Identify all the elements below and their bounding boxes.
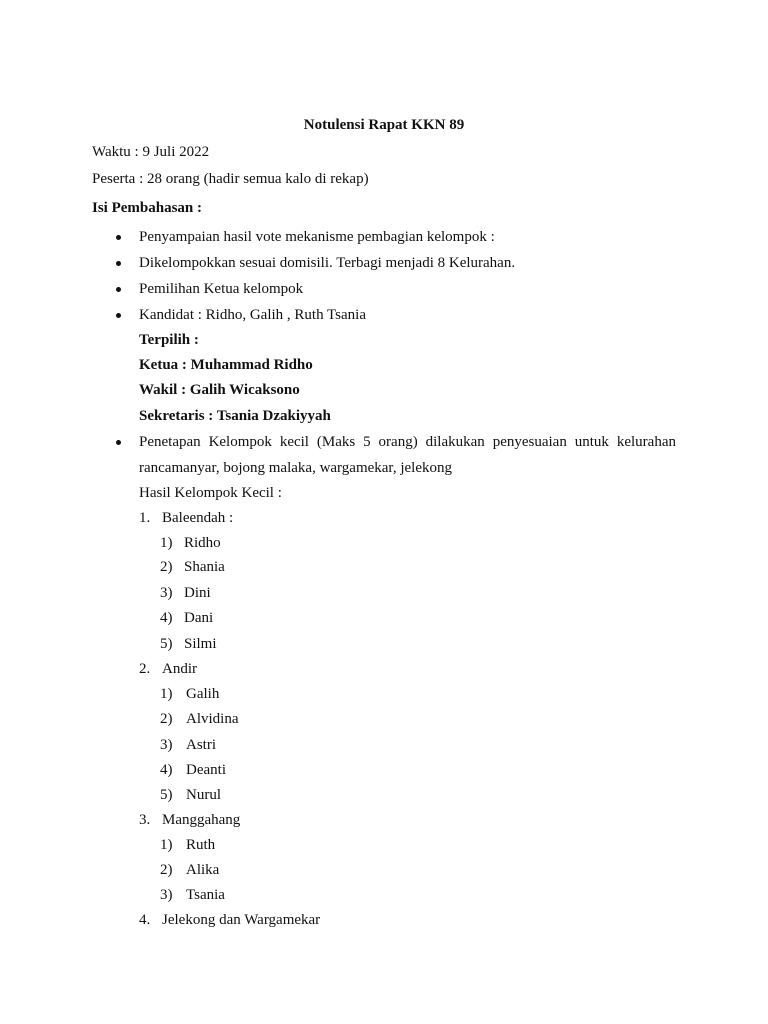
group-number: 1. (139, 510, 151, 526)
meeting-participants: Peserta : 28 orang (hadir semua kalo di rekap) (92, 171, 369, 187)
member-number: 5) (160, 636, 173, 652)
member-name: Dani (184, 610, 214, 626)
member-number: 2) (160, 862, 173, 878)
bullet-item: Penyampaian hasil vote mekanisme pembagian kelompok : (139, 229, 495, 245)
member-name: Ruth (186, 837, 216, 853)
member-number: 4) (160, 610, 173, 626)
bullet-icon (116, 440, 121, 445)
meeting-time: Waktu : 9 Juli 2022 (92, 144, 210, 160)
member-number: 1) (160, 837, 173, 853)
elected-secretary: Sekretaris : Tsania Dzakiyyah (139, 408, 331, 424)
elected-vice: Wakil : Galih Wicaksono (139, 382, 300, 398)
bullet-icon (116, 313, 121, 318)
group-number: 3. (139, 812, 151, 828)
small-group-heading: Hasil Kelompok Kecil : (139, 485, 282, 501)
member-name: Dini (184, 585, 211, 601)
group-name: Manggahang (162, 812, 241, 828)
document-title: Notulensi Rapat KKN 89 (303, 117, 465, 133)
member-number: 2) (160, 559, 173, 575)
member-number: 1) (160, 535, 173, 551)
group-number: 4. (139, 912, 151, 928)
member-name: Nurul (186, 787, 221, 803)
section-heading: Isi Pembahasan : (92, 200, 203, 216)
elected-chair: Ketua : Muhammad Ridho (139, 357, 313, 373)
member-name: Astri (186, 737, 216, 753)
group-assignment-line1: Penetapan Kelompok kecil (Maks 5 orang) dilakukan penyesuaian untuk kelurahan (139, 434, 676, 450)
member-name: Alvidina (186, 711, 239, 727)
bullet-item: Pemilihan Ketua kelompok (139, 281, 304, 297)
member-number: 3) (160, 887, 173, 903)
group-name: Andir (162, 661, 197, 677)
group-number: 2. (139, 661, 151, 677)
member-number: 2) (160, 711, 173, 727)
member-name: Silmi (184, 636, 217, 652)
group-name: Jelekong dan Wargamekar (162, 912, 321, 928)
bullet-icon (116, 261, 121, 266)
bullet-item: Kandidat : Ridho, Galih , Ruth Tsania (139, 307, 366, 323)
member-name: Alika (186, 862, 220, 878)
bullet-item: Dikelompokkan sesuai domisili. Terbagi menjadi 8 Kelurahan. (139, 255, 516, 271)
elected-heading: Terpilih : (139, 332, 199, 348)
member-name: Ridho (184, 535, 221, 551)
member-number: 4) (160, 762, 173, 778)
member-name: Shania (184, 559, 225, 575)
member-name: Tsania (186, 887, 225, 903)
member-number: 3) (160, 737, 173, 753)
member-number: 1) (160, 686, 173, 702)
group-assignment-line2: rancamanyar, bojong malaka, wargamekar, jelekong (139, 460, 452, 476)
bullet-icon (116, 287, 121, 292)
member-number: 3) (160, 585, 173, 601)
member-name: Galih (186, 686, 220, 702)
group-name: Baleendah : (162, 510, 234, 526)
bullet-icon (116, 235, 121, 240)
member-number: 5) (160, 787, 173, 803)
member-name: Deanti (186, 762, 226, 778)
